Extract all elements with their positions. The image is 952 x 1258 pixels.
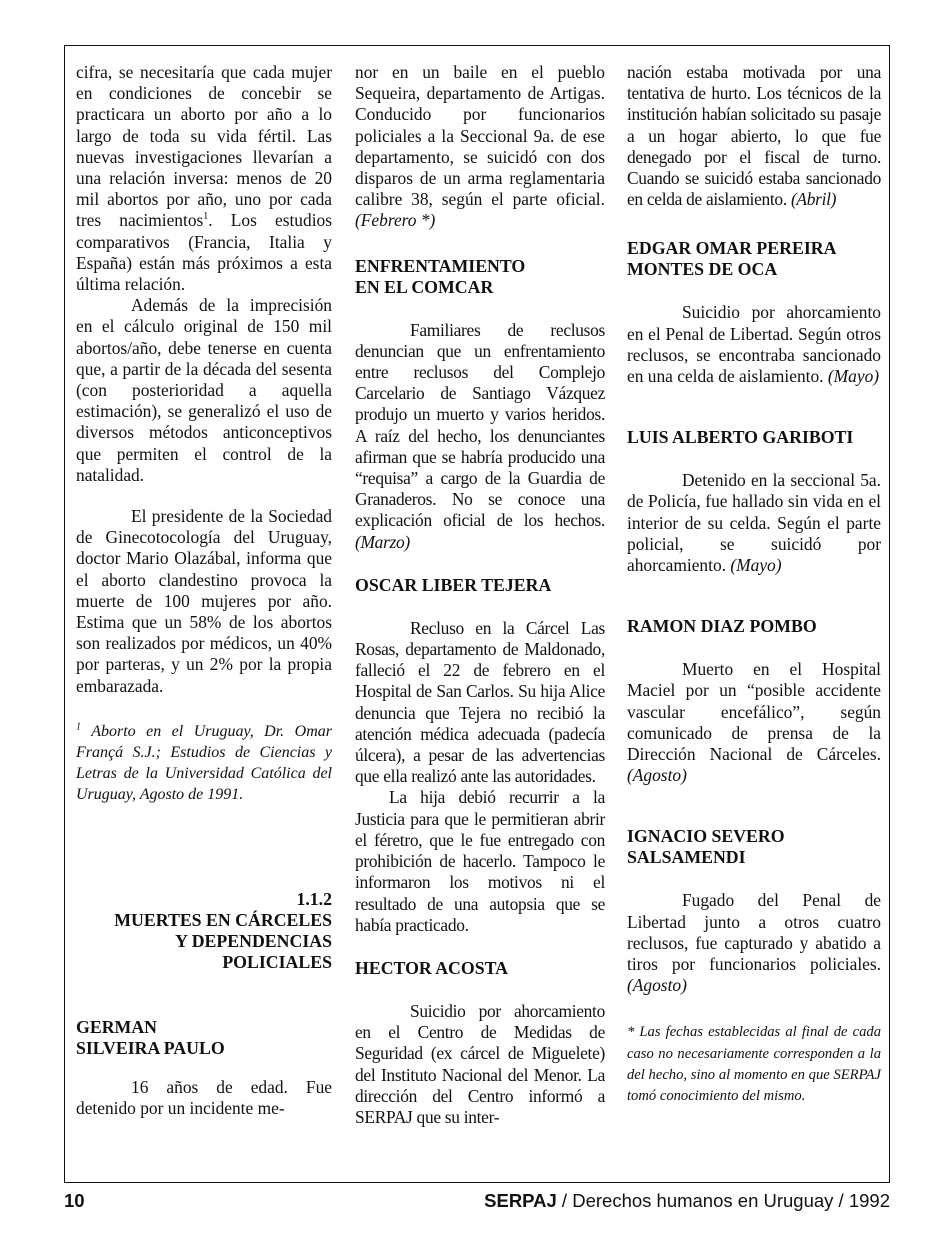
case-heading: OSCAR LIBER TEJERA xyxy=(355,574,552,595)
paragraph: Fugado del Penal de Libertad junto a otros cuatro reclusos, fue capturado y abatido a tiros por funcionarios policiales. (Agosto) xyxy=(627,890,881,996)
paragraph: nación estaba motivada por una tentativa de hurto. Los técnicos de la institución habían solicitado su pasaje a un hogar abierto, lo que fue denegado por el fiscal de turno. Cuando se suicidó estaba sancionado en celda de aislamiento. (Abril) xyxy=(627,62,881,210)
section-title: POLICIALES xyxy=(222,951,332,972)
case-heading: MONTES DE OCA xyxy=(627,259,778,280)
column-1 xyxy=(76,62,332,1119)
case-date: (Febrero *) xyxy=(355,210,436,231)
case-date: (Agosto) xyxy=(627,765,687,786)
section-title: MUERTES EN CÁRCELES xyxy=(114,909,332,930)
footnote: $^1$ Aborto en el Uruguay, Dr. Omar Françá S.J.; Estudios de Ciencias y Letras de la Universidad Católica del Uruguay, Agosto de 1991. xyxy=(76,721,332,803)
paragraph: 16 años de edad. Fue detenido por un incidente me- xyxy=(76,1076,332,1119)
paragraph: El presidente de la Sociedad de Ginecotocología del Uruguay, doctor Mario Olazábal, informa que el aborto clandestino provoca la muerte de 100 mujeres por año. Estima que un 58% de los abortos son realizados por médicos, un 40% por parteras, y un 2% por la propia embarazada. xyxy=(76,506,332,696)
paragraph: Familiares de reclusos denuncian que un enfrentamiento entre reclusos del Complejo Carcelario de Santiago Vázquez produjo un muerto y varios heridos. A raíz del hecho, los denunciantes afirman que se habría producido una “requisa” a cargo de la Guardia de Granaderos. No se conoce una explicación oficial de los hechos. (Marzo) xyxy=(355,319,605,552)
case-heading: SILVEIRA PAULO xyxy=(76,1037,225,1058)
paragraph: cifra, se necesitaría que cada mujer en condiciones de concebir se practicara un aborto por año a lo largo de toda su vida fértil. Las nuevas investigaciones llevarían a una relación inversa: menos de 20 mil abortos por año, uno por cada tres nacimientos$^1$. Los estudios comparativos (Francia, Italia y España) están más próximos a esta última relación. xyxy=(76,62,332,295)
case-date: (Agosto) xyxy=(627,975,687,996)
case-heading: EN EL COMCAR xyxy=(355,276,494,297)
paragraph: nor en un baile en el pueblo Sequeira, departamento de Artigas. Conducido por funcionarios policiales a la Seccional 9a. de ese departamento, se suicidó con dos disparos de un arma reglamentaria calibre 38, según el parte oficial. (Febrero *) xyxy=(355,62,605,231)
case-date: (Mayo) xyxy=(827,366,880,387)
paragraph: Suicidio por ahorcamiento en el Centro de Medidas de Seguridad (ex cárcel de Miguelete) del Instituto Nacional del Menor. La dirección del Centro informó a SERPAJ que su inter- xyxy=(355,1000,605,1127)
publication-title: SERPAJ / Derechos humanos en Uruguay / 1992 xyxy=(484,1190,890,1211)
case-heading: HECTOR ACOSTA xyxy=(355,957,508,978)
case-heading: ENFRENTAMIENTO xyxy=(355,255,526,276)
case-heading: IGNACIO SEVERO xyxy=(627,826,785,847)
paragraph: Muerto en el Hospital Maciel por un “posible accidente vascular encefálico”, según comunicado de prensa de la Dirección Nacional de Cárceles. (Agosto) xyxy=(627,659,881,786)
paragraph: Detenido en la seccional 5a. de Policía, fue hallado sin vida en el interior de su celda. Según el parte policial, se suicidó por ahorcamiento. (Mayo) xyxy=(627,470,881,576)
section-title: Y DEPENDENCIAS xyxy=(175,930,332,951)
case-heading: EDGAR OMAR PEREIRA xyxy=(627,238,837,259)
column-3 xyxy=(627,62,881,1108)
page-number: 10 xyxy=(64,1190,85,1211)
publisher-name: SERPAJ xyxy=(484,1190,557,1211)
dates-note: * Las fechas establecidas al final de cada caso no necesariamente corresponden a la del hecho, sino al momento en que SERPAJ tomó conocimiento del mismo. xyxy=(627,1024,881,1105)
case-date: (Abril) xyxy=(790,189,837,210)
case-date: (Marzo) xyxy=(355,531,410,552)
column-2 xyxy=(355,62,605,1128)
case-heading: SALSAMENDI xyxy=(627,847,746,868)
case-date: (Mayo) xyxy=(730,555,782,576)
paragraph: Además de la imprecisión en el cálculo original de 150 mil abortos/año, debe tenerse en cuenta que, a partir de la década del sesenta (con posterioridad a aquella estimación), se generalizó el uso de diversos métodos anticonceptivos que permiten el control de la natalidad. xyxy=(76,295,332,485)
case-heading: GERMAN xyxy=(76,1016,157,1037)
paragraph: La hija debió recurrir a la Justicia para que le permitieran abrir el féretro, que le fue entregado con prohibición de hacerlo. Tampoco le informaron los motivos ni el resultado de una autopsia que se había practicado. xyxy=(355,787,605,935)
paragraph: Suicidio por ahorcamiento en el Penal de Libertad. Según otros reclusos, se encontraba sancionado en una celda de aislamiento. (Mayo) xyxy=(627,302,881,387)
section-number: 1.1.2 xyxy=(296,888,332,909)
case-heading: RAMON DIAZ POMBO xyxy=(627,616,817,637)
footnote-ref: 1 xyxy=(203,211,209,223)
case-heading: LUIS ALBERTO GARIBOTI xyxy=(627,427,854,448)
page-footer xyxy=(64,1190,890,1216)
paragraph: Recluso en la Cárcel Las Rosas, departamento de Maldonado, falleció el 22 de febrero en el Hospital de San Carlos. Su hija Alice denuncia que Tejera no recibió la atención médica adecuada (padecía úlcera), a pesar de las advertencias que ella realizó ante las autoridades. xyxy=(355,617,605,787)
